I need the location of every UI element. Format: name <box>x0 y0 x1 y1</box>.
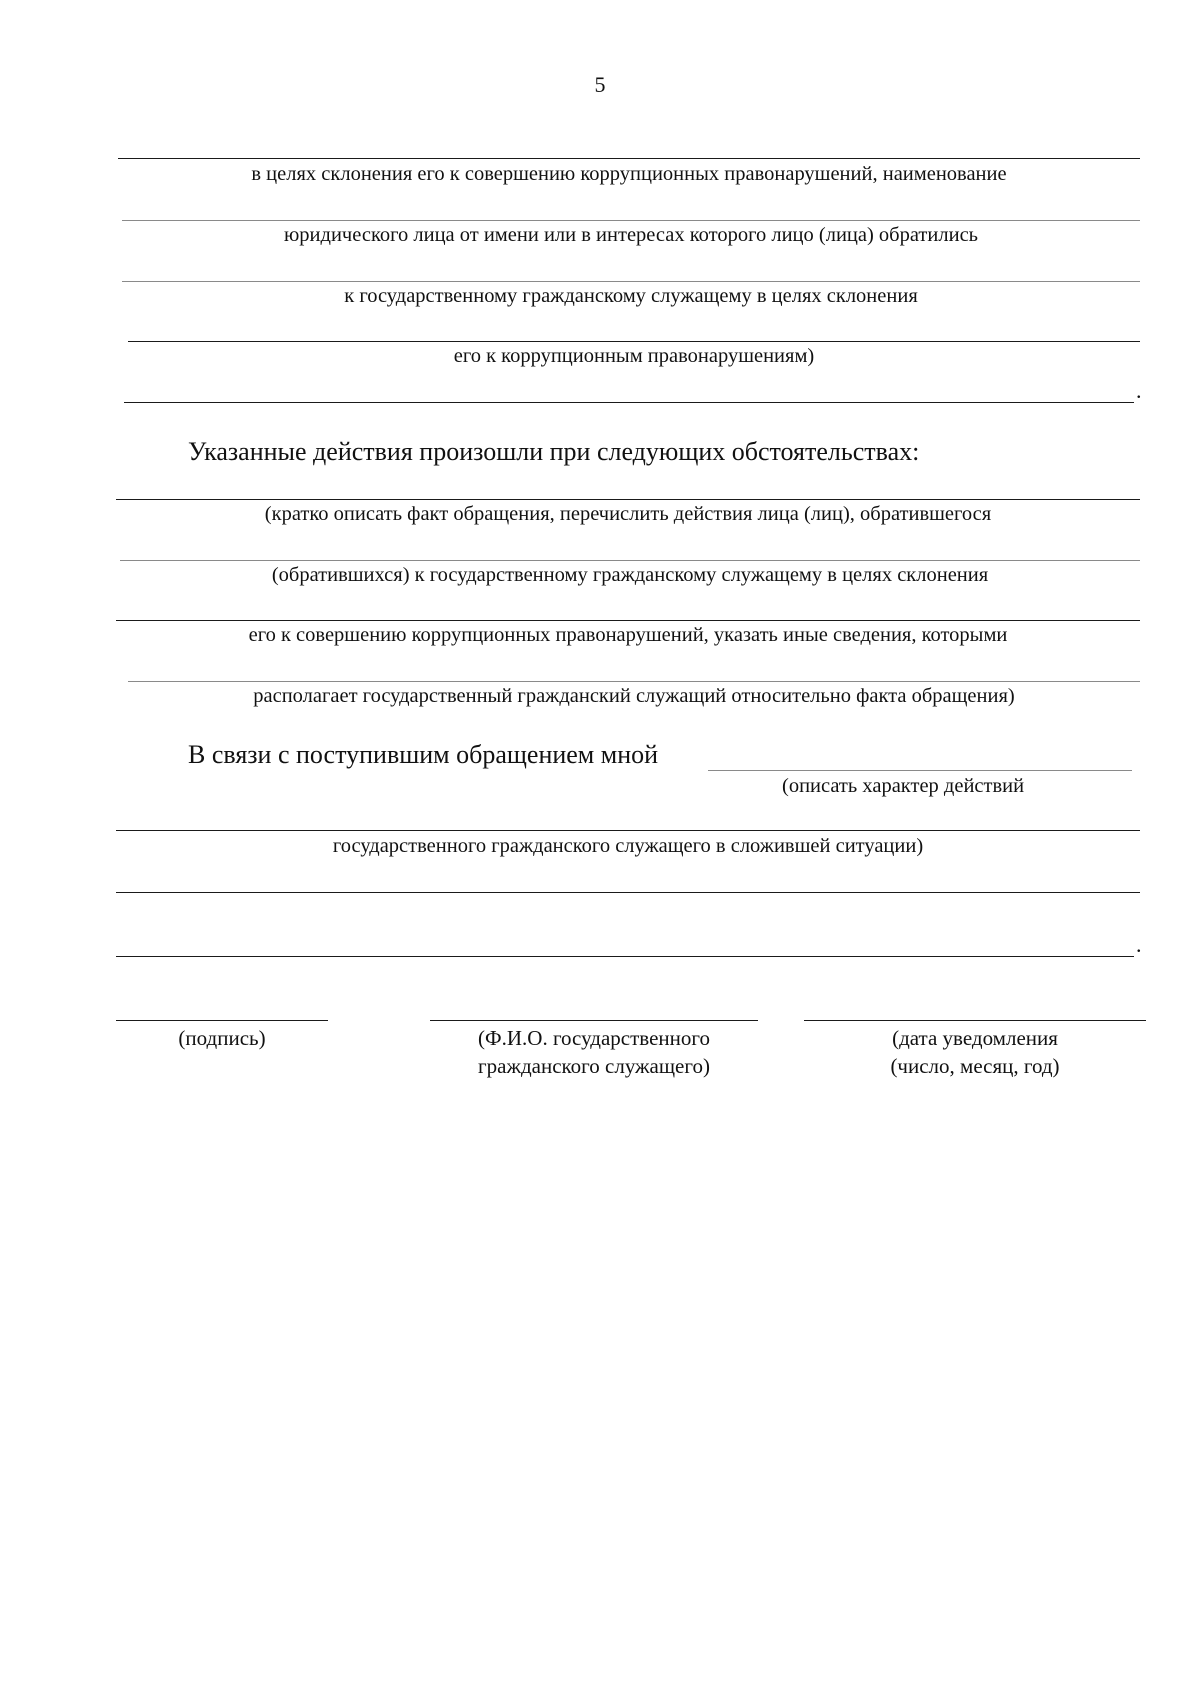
form-line <box>116 956 1134 957</box>
form-line <box>118 158 1140 159</box>
name-caption-line2: гражданского служащего) <box>478 1054 710 1078</box>
field-caption: государственного гражданского служащего в сложившей ситуации) <box>332 835 924 857</box>
date-line <box>804 1020 1146 1021</box>
form-line <box>128 681 1140 682</box>
signature-line <box>116 1020 328 1021</box>
form-line <box>116 892 1140 893</box>
date-caption-line1: (дата уведомления <box>892 1026 1058 1050</box>
terminal-dot: . <box>1136 932 1142 957</box>
form-line <box>124 402 1134 403</box>
name-line <box>430 1020 758 1021</box>
form-line <box>120 560 1140 561</box>
field-caption: его к коррупционным правонарушениям) <box>453 345 815 367</box>
form-line <box>122 281 1140 282</box>
form-line <box>708 770 1132 771</box>
form-line <box>122 220 1140 221</box>
signature-caption: (подпись) <box>178 1026 266 1050</box>
field-caption: его к совершению коррупционных правонарушений, указать иные сведения, которыми <box>248 624 1008 646</box>
name-caption-line1: (Ф.И.О. государственного <box>478 1026 710 1050</box>
field-caption: в целях склонения его к совершению коррупционных правонарушений, наименование <box>251 163 1007 185</box>
field-caption: юридического лица от имени или в интересах которого лицо (лица) обратились <box>283 224 979 246</box>
field-caption: (кратко описать факт обращения, перечислить действия лица (лиц), обратившегося <box>264 503 992 525</box>
terminal-dot: . <box>1136 378 1142 403</box>
form-line <box>128 341 1140 342</box>
date-caption-line2: (число, месяц, год) <box>890 1054 1060 1078</box>
page-number: 5 <box>594 72 606 97</box>
form-line <box>116 620 1140 621</box>
response-lead: В связи с поступившим обращением мной <box>188 740 659 769</box>
field-caption: располагает государственный гражданский служащий относительно факта обращения) <box>253 685 1015 707</box>
field-caption: (обратившихся) к государственному гражданскому служащему в целях склонения <box>271 564 989 586</box>
form-line <box>116 499 1140 500</box>
form-line <box>116 830 1140 831</box>
section-heading: Указанные действия произошли при следующих обстоятельствах: <box>188 437 920 466</box>
field-caption: к государственному гражданскому служащему в целях склонения <box>344 285 918 307</box>
field-caption: (описать характер действий <box>782 775 1025 797</box>
